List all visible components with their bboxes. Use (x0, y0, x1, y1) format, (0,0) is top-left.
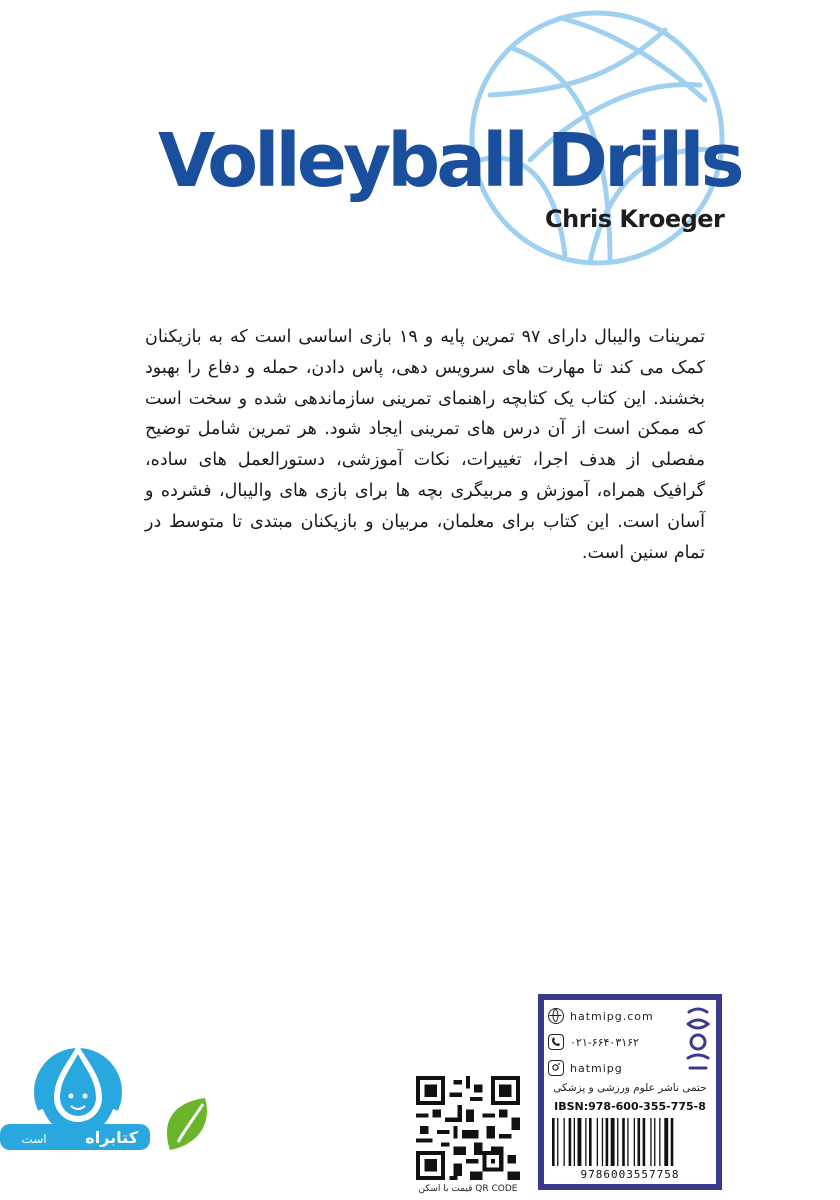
book-title: Volleyball Drills (158, 118, 741, 204)
instagram-text: hatmipg (570, 1061, 623, 1075)
barcode-bar (664, 1118, 668, 1166)
barcode-bar (578, 1118, 582, 1166)
barcode-digits: 9786003557758 (580, 1168, 680, 1181)
barcode-bar (569, 1118, 572, 1166)
svg-text:کتابراه: کتابراه (85, 1128, 138, 1147)
barcode-bar (585, 1118, 586, 1166)
barcode-bar (650, 1118, 651, 1166)
barcode-bar (611, 1118, 615, 1166)
author-name: Chris Kroeger (545, 205, 725, 233)
barcode-bar (654, 1118, 655, 1166)
barcode-bar (602, 1118, 603, 1166)
barcode (550, 1118, 710, 1166)
barcode-bar (622, 1118, 625, 1166)
barcode-bar (638, 1118, 641, 1166)
website-text: hatmipg.com (570, 1009, 654, 1023)
barcode-bar (597, 1118, 598, 1166)
barcode-bar (634, 1118, 635, 1166)
barcode-bar (589, 1118, 592, 1166)
barcode-bar (627, 1118, 628, 1166)
phone-text: ۰۲۱-۶۶۴۰۳۱۶۲ (570, 1035, 639, 1049)
barcode-bar (671, 1118, 674, 1166)
isbn: IBSN:978-600-355-775-8 (554, 1100, 706, 1113)
barcode-bar (552, 1118, 555, 1166)
barcode-bar (574, 1118, 575, 1166)
phone-row[interactable] (548, 1032, 639, 1052)
publisher-brand-mark (684, 1006, 712, 1076)
barcode-bar (564, 1118, 565, 1166)
barcode-bar (606, 1118, 609, 1166)
instagram-icon (548, 1060, 564, 1076)
globe-icon (548, 1008, 564, 1024)
barcode-bar (659, 1118, 660, 1166)
publisher-box (538, 994, 722, 1190)
phone-icon (548, 1034, 564, 1050)
qr-code[interactable] (416, 1076, 520, 1180)
book-description: تمرینات والیبال دارای ۹۷ تمرین پایه و ۱۹ بازی اساسی است که به بازیکنان کمک می کند تا مهارت های سرویس دهی، پاس دادن، حمله و دفاع را بهبود بخشند. این کتاب یک کتابچه راهنمای تمرینی سازماندهی شده و سخت است که ممکن است از آن درس های تمرینی ایجاد شود. هر تمرین شامل توضیح مفصلی از هدف اجرا، تغییرات، نکات آموزشی، دستورالعمل های ساده، گرافیک همراه، آموزش و مربیگری بچه ها برای بازی های والیبال، فشرده و آسان است. این کتاب برای معلمان، مربیان و بازیکنان مبتدی تا متوسط در تمام سنین است. (145, 327, 705, 563)
store-logo (0, 1040, 230, 1160)
qr-caption: قیمت با اسکن QR CODE (418, 1184, 518, 1194)
website-row[interactable] (548, 1006, 654, 1026)
publisher-name: حتمی ناشر علوم ورزشی و پزشکی (553, 1082, 707, 1094)
instagram-row[interactable] (548, 1058, 623, 1078)
barcode-bar (617, 1118, 618, 1166)
barcode-bar (643, 1118, 646, 1166)
svg-text:است: است (21, 1132, 47, 1146)
barcode-bar (557, 1118, 558, 1166)
